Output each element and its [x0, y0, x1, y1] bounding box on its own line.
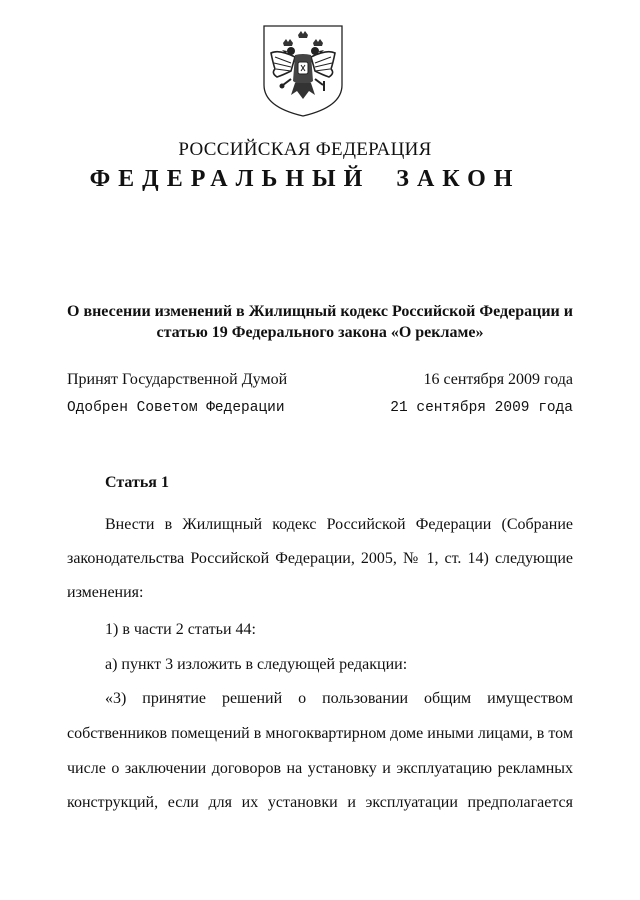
law-type-word-1: ФЕДЕРАЛЬНЫЙ — [89, 166, 371, 192]
federation-title: РОССИЙСКАЯ ФЕДЕРАЦИЯ — [178, 139, 432, 160]
article-text-line: изменения: — [67, 584, 144, 601]
council-approval-label: Одобрен Советом Федерации — [67, 400, 285, 416]
article-text-line: конструкций, если для их установки и эксплуатации предполагается — [67, 794, 573, 811]
article-heading: Статья 1 — [105, 474, 169, 491]
law-title-line-1: О внесении изменений в Жилищный кодекс Российской Федерации и — [67, 303, 573, 320]
duma-adoption-label: Принят Государственной Думой — [67, 371, 288, 388]
duma-adoption-date: 16 сентября 2009 года — [423, 371, 573, 388]
article-text-line: 1) в части 2 статьи 44: — [105, 621, 256, 638]
article-text-line: а) пункт 3 изложить в следующей редакции: — [105, 656, 408, 673]
law-title-line-2: статью 19 Федерального закона «О рекламе» — [156, 324, 484, 341]
article-text-line: собственников помещений в многоквартирном доме иными лицами, в том — [67, 725, 573, 742]
adoption-duma-row — [67, 371, 573, 393]
law-title — [40, 301, 600, 343]
adoption-council-row — [67, 400, 573, 422]
council-approval-date: 21 сентября 2009 года — [390, 400, 573, 416]
coat-of-arms-icon — [261, 23, 345, 119]
law-type-word-2: ЗАКОН — [396, 166, 521, 192]
article-text-line: Внести в Жилищный кодекс Российской Федерации (Собрание — [105, 516, 573, 533]
article-text-line: «3) принятие решений о пользовании общим имуществом — [105, 690, 573, 707]
article-text-line: числе о заключении договоров на установку и эксплуатацию рекламных — [67, 760, 573, 777]
article-text-line: законодательства Российской Федерации, 2005, № 1, ст. 14) следующие — [67, 550, 573, 567]
law-type-heading — [0, 166, 610, 193]
coat-of-arms-emblem — [261, 23, 345, 119]
